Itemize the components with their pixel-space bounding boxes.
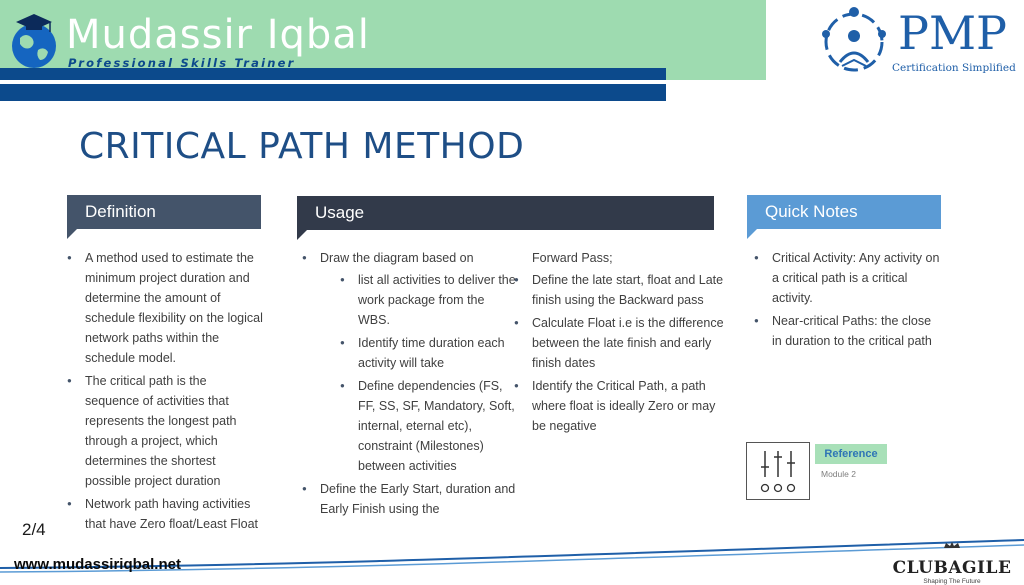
clubagile-logo — [892, 536, 1012, 585]
definition-header: Definition — [67, 195, 261, 229]
header-divider — [0, 80, 766, 84]
usage-item — [302, 248, 516, 476]
usage-item: ● Calculate Float i.e is the difference between the late finish and early finish dates — [514, 313, 724, 373]
definition-item: ● A method used to estimate the minimum project duration and determine the amount of schedule flexibility on the logical network paths within the schedule model. — [67, 248, 263, 368]
graduate-globe-logo-icon — [6, 8, 62, 70]
reference-box[interactable] — [746, 442, 810, 500]
usage-item-text: Draw the diagram based on — [320, 251, 474, 265]
slide-title: CRITICAL PATH METHOD — [79, 126, 525, 167]
reference-label[interactable]: Reference — [815, 444, 887, 464]
usage-sub-item: ● Define dependencies (FS, FF, SS, SF, Mandatory, Soft, internal, eternal etc), constraint (Milestones) between activities — [340, 376, 516, 476]
page-number: 2/4 — [22, 520, 46, 539]
usage-continuation: Forward Pass; — [532, 251, 613, 265]
usage-item: ● Identify the Critical Path, a path where float is ideally Zero or may be negative — [514, 376, 724, 436]
usage-sub-item: ● Identify time duration each activity will take — [340, 333, 516, 373]
usage-list-col1 — [302, 248, 516, 522]
pmp-subtitle: Certification Simplified — [892, 62, 1016, 74]
definition-list — [67, 248, 263, 537]
definition-header-tab — [67, 229, 77, 239]
pmp-title: PMP — [898, 6, 1008, 60]
sliders-icon — [747, 443, 809, 499]
quick-note-item: ● Near-critical Paths: the close in duration to the critical path — [754, 311, 940, 351]
clubagile-name: CLUBAGILE — [892, 558, 1012, 578]
clubagile-tagline: Shaping The Future — [923, 578, 981, 585]
brand-name: Mudassir Iqbal — [66, 12, 370, 58]
usage-header-tab — [297, 230, 307, 240]
reference-module: Module 2 — [821, 469, 856, 479]
usage-sub-list — [320, 270, 516, 476]
usage-sub-item: ● list all activities to deliver the work package from the WBS. — [340, 270, 516, 330]
definition-item: ● The critical path is the sequence of activities that represents the longest path through a project, which determines the shortest possible project duration — [67, 371, 263, 491]
usage-item: ● Define the late start, float and Late finish using the Backward pass — [514, 270, 724, 310]
quick-notes-header-tab — [747, 229, 757, 239]
quick-note-item: ● Critical Activity: Any activity on a critical path is a critical activity. — [754, 248, 940, 308]
pmp-emblem-icon — [814, 6, 894, 78]
usage-list-col2 — [514, 270, 724, 439]
website-url[interactable]: www.mudassiriqbal.net — [14, 556, 181, 573]
usage-header: Usage — [297, 196, 714, 230]
brand-tagline: Professional Skills Trainer — [68, 56, 296, 70]
definition-item: ● Network path having activities that have Zero float/Least Float — [67, 494, 263, 534]
quick-notes-list — [754, 248, 940, 354]
header-accent-bar — [0, 68, 666, 101]
usage-item: ● Define the Early Start, duration and Early Finish using the — [302, 479, 516, 519]
crown-icon — [942, 541, 962, 549]
quick-notes-header: Quick Notes — [747, 195, 941, 229]
